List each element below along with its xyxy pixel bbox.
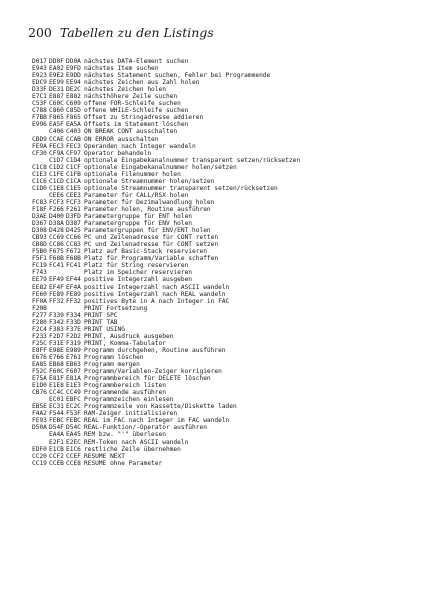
address-cpc664: C1FE [49, 170, 64, 178]
table-row [32, 424, 412, 431]
address-cpc464: F5B0 [32, 248, 47, 256]
address-cpc664: F68B [49, 255, 64, 263]
address-cpc664: EB68 [49, 361, 64, 369]
address-cpc6128: DD0A [66, 58, 81, 65]
address-cpc664: C1E8 [49, 184, 64, 192]
table-row [32, 93, 412, 100]
address-cpc664: E766 [49, 353, 64, 361]
table-row [32, 185, 412, 192]
address-cpc6128: CC83 [66, 241, 81, 249]
routine-description: Programm/Variablen-Zeiger korrigieren [84, 368, 222, 376]
address-cpc6128: CEE3 [66, 191, 81, 199]
address-cpc6128: F319 [66, 339, 81, 347]
address-cpc464: FC19 [32, 262, 47, 270]
routine-description: nächstes Item suchen [84, 65, 159, 73]
address-cpc464: CB93 [32, 234, 47, 242]
address-cpc6128: FCF3 [66, 198, 81, 206]
address-cpc6128 [66, 269, 83, 276]
address-cpc464: C1C6 [32, 177, 47, 185]
table-row [32, 269, 412, 276]
address-cpc464: CBD9 [32, 135, 47, 143]
address-cpc6128: F672 [66, 248, 81, 256]
address-cpc664: C1D7 [49, 156, 64, 164]
address-cpc464: F4A2 [32, 410, 47, 418]
address-cpc6128: C609 [66, 100, 81, 108]
table-row [32, 79, 412, 86]
address-cpc664: E81F [49, 375, 64, 383]
table-row [32, 192, 412, 199]
address-cpc464: EB5E [32, 403, 47, 411]
table-row [32, 298, 412, 305]
address-cpc464: F233 [32, 332, 47, 340]
address-cpc464: D017 [32, 58, 47, 65]
routine-description: optionale Filenummer holen [84, 170, 181, 178]
address-cpc6128: CCE8 [66, 459, 81, 467]
table-row [32, 403, 412, 410]
routine-description: Parametergruppe für ENT holen [84, 213, 193, 221]
address-cpc464: D50A [32, 424, 47, 432]
table-row [32, 241, 412, 248]
routine-description: Programm mergen [84, 361, 140, 369]
address-cpc6128: EF44 [66, 276, 81, 284]
routine-description: PRINT Fortsetzung [84, 304, 148, 312]
table-row [32, 460, 412, 467]
table-row [32, 178, 412, 185]
address-cpc6128: C1E5 [66, 184, 81, 192]
table-row [32, 340, 412, 347]
table-row [32, 305, 412, 312]
routine-description: PC und Zeilenadresse für CONT retten [84, 234, 219, 242]
address-cpc464: C1C8 [32, 163, 47, 171]
routine-description: optionale Streamnummer holen/setzen [84, 177, 215, 185]
routine-description: PRINT USING [84, 325, 125, 333]
address-cpc664: D38A [49, 220, 64, 228]
routine-description: Programmbereich listen [84, 382, 166, 390]
address-cpc464: FF0A [32, 297, 47, 305]
address-cpc664: CC69 [49, 234, 64, 242]
table-row [32, 58, 412, 65]
routine-description: Platz im Speicher reservieren [84, 269, 193, 277]
address-cpc464 [32, 128, 49, 135]
routine-description: ON ERROR ausschalten [84, 135, 159, 143]
routine-description: Parametergruppen für ENV/ENT holen [84, 227, 211, 235]
address-cpc6128: EC2C [66, 403, 81, 411]
address-cpc464: D3AE [32, 213, 47, 221]
address-cpc664: F865 [49, 114, 64, 122]
address-cpc464: CB76 [32, 389, 47, 397]
table-row [32, 100, 412, 107]
address-cpc464: FE93 [32, 417, 47, 425]
routine-description: ON BREAK CONT ausschalten [84, 128, 178, 136]
address-cpc464: EDF0 [32, 445, 47, 453]
table-row [32, 171, 412, 178]
address-cpc6128: F865 [66, 114, 81, 122]
address-cpc664: DD0F [49, 58, 64, 65]
address-cpc6128 [66, 305, 83, 312]
address-cpc6128: FEBC [66, 417, 81, 425]
address-cpc664: CF9A [49, 149, 64, 157]
address-cpc464: C1D0 [32, 184, 47, 192]
address-cpc6128: F2D2 [66, 332, 81, 340]
routine-description: optionale Streamnummer transparent setzen/rücksetzen [84, 184, 278, 192]
address-cpc464: F18F [32, 205, 47, 213]
routine-description: optionale Eingabekanalnummer transparent setzen/rücksetzen [84, 156, 301, 164]
address-cpc6128: D387 [66, 220, 81, 228]
table-row [32, 86, 412, 93]
address-cpc6128: C1D4 [66, 156, 81, 164]
address-cpc664: E98E [49, 346, 64, 354]
address-cpc464: EDC9 [32, 79, 47, 87]
table-row [32, 431, 412, 438]
address-cpc464: CC19 [32, 459, 47, 467]
table-row [32, 262, 412, 269]
address-cpc6128: FC41 [66, 262, 81, 270]
routine-description: nächstes Zeichen aus Zahl holen [84, 79, 200, 87]
address-cpc464: E8FF [32, 346, 47, 354]
routine-description: PRINT TAB [84, 318, 118, 326]
address-cpc664: EF4F [49, 283, 64, 291]
routine-description: Operanden nach Integer wandeln [84, 142, 196, 150]
address-cpc464 [32, 192, 49, 199]
address-cpc464: F25C [32, 339, 47, 347]
address-cpc6128: F53F [66, 410, 81, 418]
table-row [32, 114, 412, 121]
routine-description: positives Byte in A nach Integer in FAC [84, 297, 230, 305]
address-cpc464: E676 [32, 353, 47, 361]
routine-description: REAL im FAC nach Integer im FAC wandeln [84, 417, 230, 425]
routine-description: nächsthöhere Zeile suchen [84, 93, 178, 101]
address-cpc664: FCF3 [49, 198, 64, 206]
address-cpc6128: FEC3 [66, 142, 81, 150]
address-cpc664: F31E [49, 339, 64, 347]
address-cpc464: FC83 [32, 198, 47, 206]
routine-description: positive Integerzahl ausgeben [84, 276, 193, 284]
address-cpc464: E75A [32, 375, 47, 383]
address-cpc664: F544 [49, 410, 64, 418]
address-cpc6128: CCAB [66, 135, 81, 143]
address-cpc664: CCF2 [49, 452, 64, 460]
routine-description: REM-Token nach ASCII wandeln [84, 438, 189, 446]
table-row [32, 164, 412, 171]
page-title: Tabellen zu den Listings [59, 25, 214, 40]
routine-description: offene WHILE-Schleife suchen [84, 107, 189, 115]
address-cpc6128: FE89 [66, 290, 81, 298]
address-cpc464 [32, 157, 49, 164]
address-cpc6128: C85D [66, 107, 81, 115]
address-cpc664: C1D2 [49, 163, 64, 171]
table-row [32, 417, 412, 424]
table-row [32, 227, 412, 234]
address-cpc6128: E9FD [66, 65, 81, 73]
table-row [32, 157, 412, 164]
table-row [32, 361, 412, 368]
address-cpc6128: EBFC [66, 396, 81, 404]
routine-description: Parametergruppe für ENV holen [84, 220, 193, 228]
address-cpc464: E1D0 [32, 382, 47, 390]
table-row [32, 396, 412, 403]
table-row [32, 284, 412, 291]
page-header [28, 26, 214, 40]
address-cpc664: FE89 [49, 290, 64, 298]
address-cpc464 [32, 439, 49, 446]
routine-description: optionale Eingabekanalnummer holen/setzen [84, 163, 237, 171]
address-cpc664: F266 [49, 205, 64, 213]
table-row [32, 333, 412, 340]
address-cpc664: EC31 [49, 403, 64, 411]
routine-description: offene FOR-Schleife suchen [84, 100, 181, 108]
routine-description: REM bzw. "'" überlesen [84, 431, 166, 439]
address-cpc664: E9E2 [49, 72, 64, 80]
table-row [32, 136, 412, 143]
table-row [32, 107, 412, 114]
address-cpc464: CC20 [32, 452, 47, 460]
address-cpc6128: E81A [66, 375, 81, 383]
table-row [32, 248, 412, 255]
routine-description: positive Integerzahl nach ASCII wandeln [84, 283, 230, 291]
address-cpc464: EE79 [32, 276, 47, 284]
address-cpc464: E996 [32, 121, 47, 129]
table-row [32, 453, 412, 460]
address-cpc464: D367 [32, 220, 47, 228]
address-cpc664: EA5F [49, 121, 64, 129]
routine-description: Programmzeile von Kassette/Diskette laden [84, 403, 237, 411]
address-cpc664: F339 [49, 311, 64, 319]
address-cpc6128: F261 [66, 205, 81, 213]
routine-description: Platz für String reservieren [84, 262, 189, 270]
routine-description: Programmbereich für DELETE löschen [84, 375, 211, 383]
address-cpc664: FEC3 [49, 142, 64, 150]
routine-description: Programmende ausführen [84, 389, 166, 397]
table-row [32, 375, 412, 382]
address-cpc464 [32, 431, 49, 438]
address-cpc664: E1E8 [49, 382, 64, 390]
address-cpc664: C1CD [49, 177, 64, 185]
address-cpc464: CB8D [32, 241, 47, 249]
address-cpc6128: E1E3 [66, 382, 81, 390]
address-cpc664: C60C [49, 100, 64, 108]
address-cpc6128: EA45 [66, 431, 81, 439]
table-row [32, 389, 412, 396]
routine-description: nächstes Zeichen holen [84, 86, 166, 94]
address-cpc464: F280 [32, 318, 47, 326]
table-row [32, 143, 412, 150]
address-cpc464: F277 [32, 311, 47, 319]
address-cpc464: F52C [32, 368, 47, 376]
address-cpc464: FE9A [32, 142, 47, 150]
address-cpc664: C860 [49, 107, 64, 115]
address-cpc6128: F37E [66, 325, 81, 333]
address-cpc664: EF49 [49, 276, 64, 284]
routine-description: Programm löschen [84, 353, 144, 361]
address-cpc664 [49, 305, 66, 312]
table-row [32, 439, 412, 446]
routine-description: Platz für Programm/Variable schaffen [84, 255, 219, 263]
address-cpc6128: F334 [66, 311, 81, 319]
table-row [32, 410, 412, 417]
address-cpc6128: F68B [66, 255, 81, 263]
address-cpc664: F383 [49, 325, 64, 333]
address-cpc464: F743 [32, 269, 47, 277]
page-number: 200 [28, 25, 52, 40]
address-cpc464: D308 [32, 227, 47, 235]
address-cpc664: D54F [49, 424, 64, 432]
routine-description: Platz auf Basic-Stack reservieren [84, 248, 207, 256]
address-cpc6128: CC49 [66, 389, 81, 397]
address-cpc6128: CC66 [66, 234, 81, 242]
address-cpc464: E7C1 [32, 93, 47, 101]
address-cpc6128: E989 [66, 346, 81, 354]
address-cpc464: EA85 [32, 361, 47, 369]
address-cpc464: E923 [32, 72, 47, 80]
address-cpc6128: C403 [66, 128, 81, 136]
address-cpc6128: CF97 [66, 149, 81, 157]
address-cpc464: CF30 [32, 149, 47, 157]
address-cpc6128: EF4A [66, 283, 81, 291]
address-cpc6128: E9DD [66, 72, 81, 80]
address-cpc664: EE99 [49, 79, 64, 87]
address-cpc664 [49, 269, 66, 276]
routine-description: Offsets im Statement löschen [84, 121, 189, 129]
address-cpc664: CCEB [49, 459, 64, 467]
table-row [32, 312, 412, 319]
address-cpc6128: CCEF [66, 452, 81, 460]
address-cpc6128: F33D [66, 318, 81, 326]
routine-description: RESUME NEXT [84, 452, 125, 460]
address-cpc6128: E761 [66, 353, 81, 361]
address-cpc6128: C1FB [66, 170, 81, 178]
address-cpc664: FEBC [49, 417, 64, 425]
table-row [32, 234, 412, 241]
address-cpc464: D33F [32, 86, 47, 94]
address-cpc6128: FF32 [66, 297, 81, 305]
address-cpc664: E2F1 [49, 438, 64, 446]
address-cpc664: EA02 [49, 65, 64, 73]
routine-description: Programm durchgehen, Routine ausführen [84, 346, 226, 354]
address-cpc6128: D425 [66, 227, 81, 235]
table-row [32, 121, 412, 128]
address-cpc6128: E882 [66, 93, 81, 101]
table-row [32, 291, 412, 298]
table-row [32, 382, 412, 389]
address-cpc464: F20B [32, 304, 47, 312]
address-cpc6128: D3FD [66, 213, 81, 221]
table-row [32, 326, 412, 333]
routine-description: PRINT, Ausdruck ausgeben [84, 332, 174, 340]
address-table [32, 58, 412, 467]
address-cpc6128: EA5A [66, 121, 81, 129]
table-row [32, 72, 412, 79]
routine-description: nächstes DATA-Element suchen [84, 58, 189, 65]
address-cpc664: D400 [49, 213, 64, 221]
address-cpc464: E943 [32, 65, 47, 73]
routine-description: PRINT SPC [84, 311, 118, 319]
address-cpc664: F675 [49, 248, 64, 256]
address-cpc464: FE60 [32, 290, 47, 298]
routine-description: Parameter holen, Routine ausführen [84, 205, 211, 213]
table-row [32, 368, 412, 375]
address-cpc6128: E2EC [66, 438, 81, 446]
address-cpc464: C1E3 [32, 170, 47, 178]
routine-description: Parameter für CALL/RSX holen [84, 191, 189, 199]
address-cpc6128: D54C [66, 424, 81, 432]
table-row [32, 446, 412, 453]
address-cpc464: C53F [32, 100, 47, 108]
table-row [32, 276, 412, 283]
table-row [32, 220, 412, 227]
routine-description: restliche Zeile übernehmen [84, 445, 181, 453]
address-cpc664: CEE6 [49, 191, 64, 199]
table-row [32, 319, 412, 326]
address-cpc6128: DE2C [66, 86, 81, 94]
table-row [32, 347, 412, 354]
routine-description: PC und Zeilenadresse für CONT setzen [84, 241, 219, 249]
table-row [32, 150, 412, 157]
routine-description: PRINT, Komma-Tabulator [84, 339, 166, 347]
address-cpc6128: EB63 [66, 361, 81, 369]
routine-description: positive Integerzahl nach REAL wandeln [84, 290, 226, 298]
address-cpc664: CC4C [49, 389, 64, 397]
address-cpc464: F7BB [32, 114, 47, 122]
routine-description: Operator behandeln [84, 149, 152, 157]
address-cpc664: D428 [49, 227, 64, 235]
address-cpc664: EA4A [49, 431, 64, 439]
address-cpc664: E1CB [49, 445, 64, 453]
address-cpc6128: F607 [66, 368, 81, 376]
table-row [32, 213, 412, 220]
table-row [32, 128, 412, 135]
address-cpc464: EE82 [32, 283, 47, 291]
routine-description: Parameter für Dezimalwandlung holen [84, 198, 215, 206]
address-cpc664: FF32 [49, 297, 64, 305]
address-cpc664: FC41 [49, 262, 64, 270]
address-cpc664: F2D7 [49, 332, 64, 340]
table-row [32, 206, 412, 213]
address-cpc464: F5F1 [32, 255, 47, 263]
address-cpc664: EC01 [49, 396, 64, 404]
routine-description: Offset zu Stringadresse addieren [84, 114, 204, 122]
address-cpc6128: E1C6 [66, 445, 81, 453]
address-cpc6128: C1CA [66, 177, 81, 185]
address-cpc664: F60C [49, 368, 64, 376]
address-cpc664: E887 [49, 93, 64, 101]
address-cpc6128: EE94 [66, 79, 81, 87]
address-cpc664: F342 [49, 318, 64, 326]
routine-description: REAL-Funktion/-Operator ausführen [84, 424, 207, 432]
address-cpc664: DE31 [49, 86, 64, 94]
address-cpc664: C406 [49, 128, 64, 136]
address-cpc464: C788 [32, 107, 47, 115]
table-row [32, 354, 412, 361]
address-cpc464 [32, 396, 49, 403]
address-cpc664: CCAE [49, 135, 64, 143]
table-row [32, 255, 412, 262]
address-cpc6128: C1CF [66, 163, 81, 171]
routine-description: RESUME ohne Parameter [84, 459, 163, 467]
routine-description: RAM-Zeiger initialisieren [84, 410, 178, 418]
address-cpc464: F2C4 [32, 325, 47, 333]
table-row [32, 65, 412, 72]
routine-description: Programmzeichen einlesen [84, 396, 174, 404]
address-cpc664: CC86 [49, 241, 64, 249]
routine-description: nächstes Statement suchen, Fehler bei Programmende [84, 72, 271, 80]
table-row [32, 199, 412, 206]
